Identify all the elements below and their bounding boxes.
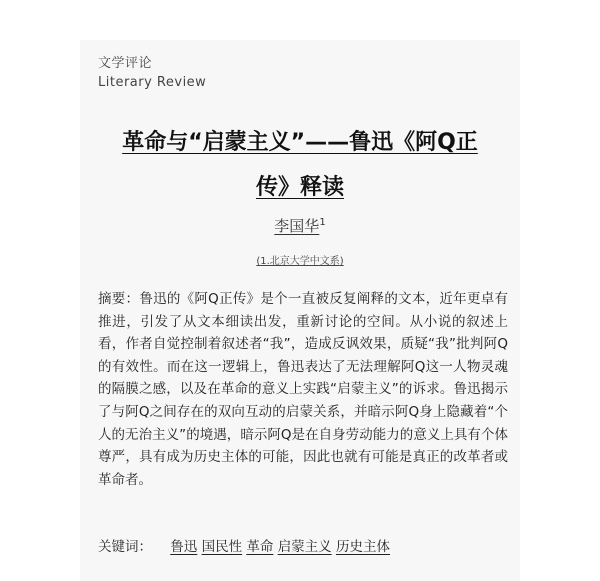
author-name[interactable]: 李国华 [274,217,320,235]
keywords-label: 关键词： [98,539,152,555]
abstract: 摘要：鲁迅的《阿Q正传》是个一直被反复阐释的文本，近年更卓有推进，引发了从文本细读出发，重新讨论的空间。从小说的叙述上看，作者自觉控制着叙述者“我”，造成反讽效果，质疑“我”批判阿Q的有效性。而在这一逻辑上，鲁迅表达了无法理解阿Q这一人物灵魂的隔膜之感，以及在革命的意义上实践“启蒙主义”的诉求。鲁迅揭示了与阿Q之间存在的双向互动的启蒙关系，并暗示阿Q身上隐藏着“个人的无治主义”的境遇，暗示阿Q是在自身劳动能力的意义上具有个体尊严，具有成为历史主体的可能，因此也就有可能是真正的改革者或革命者。 [98,291,508,488]
keyword-link[interactable]: 国民性 [201,539,243,555]
author-footnote-marker: 1 [319,217,326,228]
journal-name-cn: 文学评论 [98,56,153,71]
article-title[interactable] [100,120,500,210]
document-page [80,40,520,581]
keywords-line [98,535,390,555]
article-title-line2[interactable]: 传》释读 [255,175,344,200]
keyword-link[interactable]: 历史主体 [335,539,390,555]
author-line [80,215,520,236]
journal-name-en: Literary Review [98,75,207,90]
affiliation-close-paren: ) [339,256,344,267]
affiliation [80,252,520,267]
keyword-link[interactable]: 鲁迅 [170,539,198,555]
keyword-link[interactable]: 启蒙主义 [277,539,332,555]
affiliation-open-paren: ( [256,256,261,267]
journal-header [98,54,206,92]
article-title-line1[interactable]: 革命与“启蒙主义”——鲁迅《阿Q正 [122,130,478,155]
keyword-link[interactable]: 革命 [246,539,274,555]
affiliation-link[interactable]: 1.北京大学中文系 [260,256,340,267]
